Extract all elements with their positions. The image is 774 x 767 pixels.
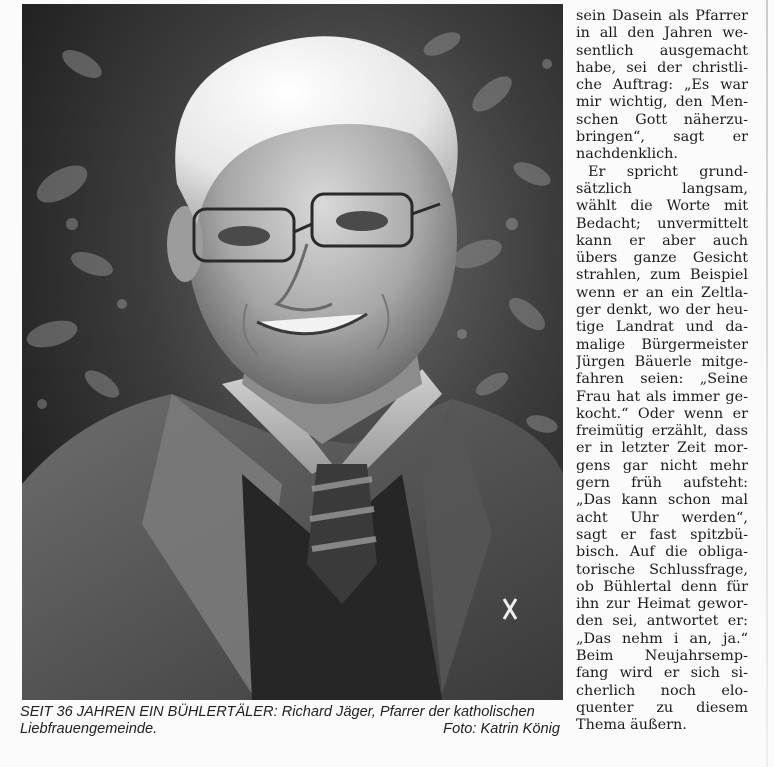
caption-text-1: Richard Jäger, Pfarrer der katholischen [277, 704, 535, 720]
article-line: sein Dasein als Pfarrer [576, 8, 748, 24]
article-line: torische Schlussfrage, [576, 561, 748, 578]
article-line: acht Uhr werden“, [576, 509, 748, 526]
article-column [576, 8, 748, 734]
article-line: quenter zu diesem [576, 699, 748, 716]
portrait-photo [22, 4, 563, 700]
article-line: sentlich ausgemacht [576, 42, 748, 59]
article-line: fang wird er sich si- [576, 665, 748, 682]
photo-caption [20, 704, 560, 738]
article-line: wenn er an ein Zeltla- [576, 284, 748, 301]
article-line: Bedacht; unvermittelt [576, 215, 748, 232]
article-line: schen Gott näherzu- [576, 111, 748, 128]
photo-credit: Foto: Katrin König [443, 721, 560, 737]
article-line: ob Bühlertal denn für [576, 578, 748, 595]
article-line: gens gar nicht mehr [576, 457, 748, 474]
article-line: freimütig erzählt, dass [576, 423, 748, 440]
article-line: mir wichtig, den Men- [576, 94, 748, 111]
article-line: cherlich noch elo- [576, 682, 748, 699]
article-line: ihn zur Heimat gewor- [576, 596, 748, 613]
article-line: fahren seien: „Seine [576, 371, 748, 388]
article-line: „Das kann schon mal [576, 492, 748, 509]
caption-line-2 [20, 721, 560, 738]
article-line: malige Bürgermeister [576, 336, 748, 353]
article-line: Beim Neujahrsemp- [576, 647, 748, 664]
article-line: Jürgen Bäuerle mitge- [576, 353, 748, 370]
article-line: tige Landrat und da- [576, 319, 748, 336]
article-line: nachdenklich. [576, 146, 678, 163]
article-line: den sei, antwortet er: [576, 613, 748, 630]
page-edge [766, 0, 768, 767]
article-line: sätzlich langsam, [576, 180, 748, 197]
article-line: bringen“, sagt er [576, 129, 748, 146]
article-line: sagt er fast spitzbü- [576, 526, 748, 543]
article-line: che Auftrag: „Es war [576, 77, 748, 94]
article-line: gern früh aufsteht: [576, 475, 748, 492]
caption-headline: SEIT 36 JAHREN EIN BÜHLERTÄLER: [20, 704, 278, 720]
caption-text-2: Liebfrauengemeinde. [20, 721, 158, 737]
article-line: wählt die Worte mit [576, 198, 748, 215]
article-line: ger denkt, wo der heu- [576, 302, 748, 319]
article-line: in all den Jahren we- [576, 25, 748, 42]
article-line: strahlen, zum Beispiel [576, 267, 748, 284]
article-line: bisch. Auf die obliga- [576, 544, 748, 561]
caption-line-1 [20, 704, 560, 721]
article-line: Frau hat als immer ge- [576, 388, 748, 405]
article-line: kocht.“ Oder wenn er [576, 405, 748, 422]
article-line: Thema äußern. [576, 717, 687, 734]
article-line: kann er aber auch [576, 232, 748, 249]
article-line: Er spricht grund- [588, 163, 748, 180]
article-line: habe, sei der christli- [576, 59, 748, 76]
portrait-illustration [22, 4, 563, 700]
article-line: übers ganze Gesicht [576, 250, 748, 267]
article-line: er in letzter Zeit mor- [576, 440, 748, 457]
article-line: „Das nehm i an, ja.“ [576, 630, 748, 647]
